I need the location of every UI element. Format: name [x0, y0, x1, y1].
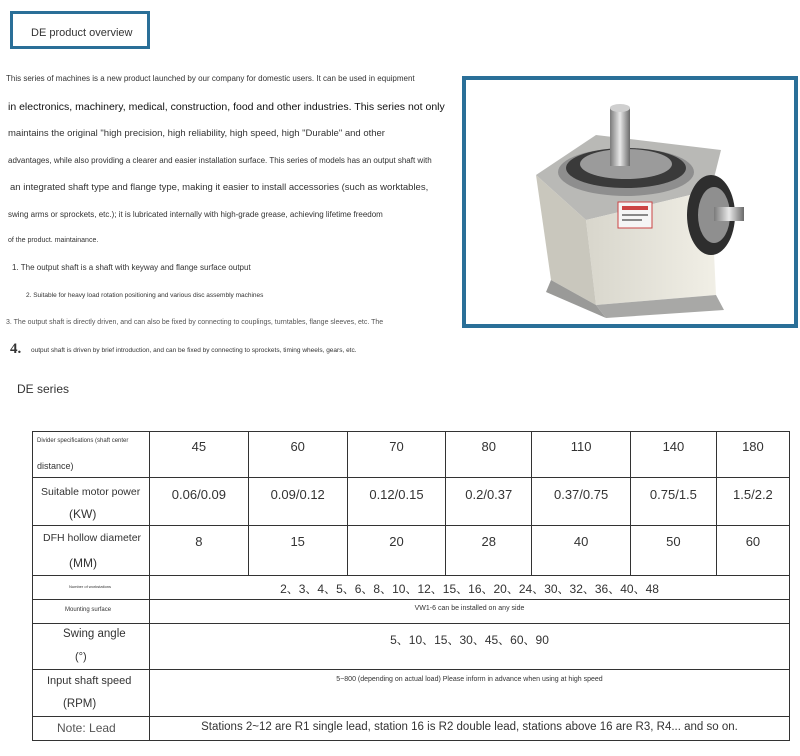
table-row — [33, 624, 790, 670]
table-cell: 0.37/0.75 — [532, 478, 631, 526]
table-cell: 80 — [446, 432, 532, 478]
table-cell: 60 — [248, 432, 347, 478]
intro-line: advantages, while also providing a clearer and easier installation surface. This series of models has an output shaft with — [8, 156, 432, 165]
swing-label-cell — [33, 624, 150, 670]
title-box — [10, 11, 150, 49]
lead-label-cell — [33, 717, 150, 741]
intro-line: This series of machines is a new product launched by our company for domestic users. It can be used in equipment — [6, 74, 415, 83]
feature-line: output shaft is driven by brief introduction, and can be fixed by connecting to sprockets, timing wheels, gears, etc. — [31, 347, 357, 354]
table-row — [33, 432, 790, 478]
table-cell: 40 — [532, 526, 631, 576]
page-title: DE product overview — [31, 27, 133, 39]
intro-line: an integrated shaft type and flange type, making it easier to install accessories (such as worktables, — [10, 182, 429, 193]
table-cell: 50 — [630, 526, 716, 576]
mounting-label: Mounting surface — [65, 607, 112, 613]
table-cell: 15 — [248, 526, 347, 576]
intro-line: of the product. maintainance. — [8, 237, 99, 244]
divider-label-cell — [33, 432, 150, 478]
intro-line: swing arms or sprockets, etc.); it is lubricated internally with high-grade grease, achieving lifetime freedom — [8, 210, 383, 219]
table-row — [33, 478, 790, 526]
spec-table — [32, 431, 790, 741]
feature-line: 2. Suitable for heavy load rotation positioning and various disc assembly machines — [26, 292, 264, 299]
motor-label: Suitable motor power — [41, 486, 141, 498]
table-cell: 0.75/1.5 — [630, 478, 716, 526]
input-label-cell — [33, 670, 150, 717]
table-cell: 110 — [532, 432, 631, 478]
product-photo — [462, 76, 798, 328]
intro-line: in electronics, machinery, medical, construction, food and other industries. This series not only — [8, 101, 445, 113]
dfh-label: DFH hollow diameter — [43, 532, 142, 544]
motor-label: (KW) — [69, 507, 97, 521]
table-cell: 28 — [446, 526, 532, 576]
stations-value: 2、3、4、5、6、8、10、12、15、16、20、24、30、32、36、40、48 — [150, 576, 790, 600]
divider-label: distance) — [37, 461, 74, 471]
table-row — [33, 526, 790, 576]
swing-label: Swing angle — [63, 628, 126, 640]
intro-line: maintains the original "high precision, high reliability, high speed, high "Durable" and other — [8, 128, 385, 139]
dfh-label-cell — [33, 526, 150, 576]
divider-label: Divider specifications (shaft center — [37, 438, 129, 444]
feature-line: 3. The output shaft is directly driven, and can also be fixed by connecting to couplings, turntables, flange sleeves, etc. The — [6, 319, 384, 326]
table-cell: 45 — [150, 432, 249, 478]
motor-label-cell — [33, 478, 150, 526]
table-cell: 20 — [347, 526, 446, 576]
table-cell: 0.06/0.09 — [150, 478, 249, 526]
table-cell: 0.09/0.12 — [248, 478, 347, 526]
lead-value: Stations 2~12 are R1 single lead, station 16 is R2 double lead, stations above 16 are R3, R4... and so on. — [150, 717, 790, 741]
table-cell: 1.5/2.2 — [716, 478, 789, 526]
lead-label: Note: Lead — [57, 721, 116, 735]
table-row — [33, 576, 790, 600]
table-cell: 0.12/0.15 — [347, 478, 446, 526]
stations-label: Number of workstations — [69, 584, 112, 589]
stations-label-cell — [33, 576, 150, 600]
input-label: (RPM) — [63, 698, 97, 710]
table-row — [33, 670, 790, 717]
feature-line: 1. The output shaft is a shaft with keyway and flange surface output — [12, 263, 251, 272]
series-label: DE series — [17, 382, 70, 396]
table-cell: 140 — [630, 432, 716, 478]
table-row — [33, 717, 790, 741]
swing-label: (°) — [75, 651, 87, 663]
input-label: Input shaft speed — [47, 675, 132, 687]
mounting-value: VW1-6 can be installed on any side — [150, 600, 790, 624]
indexer-illustration-icon — [466, 80, 794, 324]
mounting-label-cell — [33, 600, 150, 624]
input-value: 5~800 (depending on actual load) Please inform in advance when using at high speed — [150, 670, 790, 717]
swing-value: 5、10、15、30、45、60、90 — [150, 624, 790, 670]
table-cell: 60 — [716, 526, 789, 576]
table-cell: 0.2/0.37 — [446, 478, 532, 526]
feature-number: 4. — [10, 341, 22, 357]
dfh-label: (MM) — [69, 556, 97, 570]
table-cell: 70 — [347, 432, 446, 478]
table-row — [33, 600, 790, 624]
table-cell: 180 — [716, 432, 789, 478]
table-cell: 8 — [150, 526, 249, 576]
